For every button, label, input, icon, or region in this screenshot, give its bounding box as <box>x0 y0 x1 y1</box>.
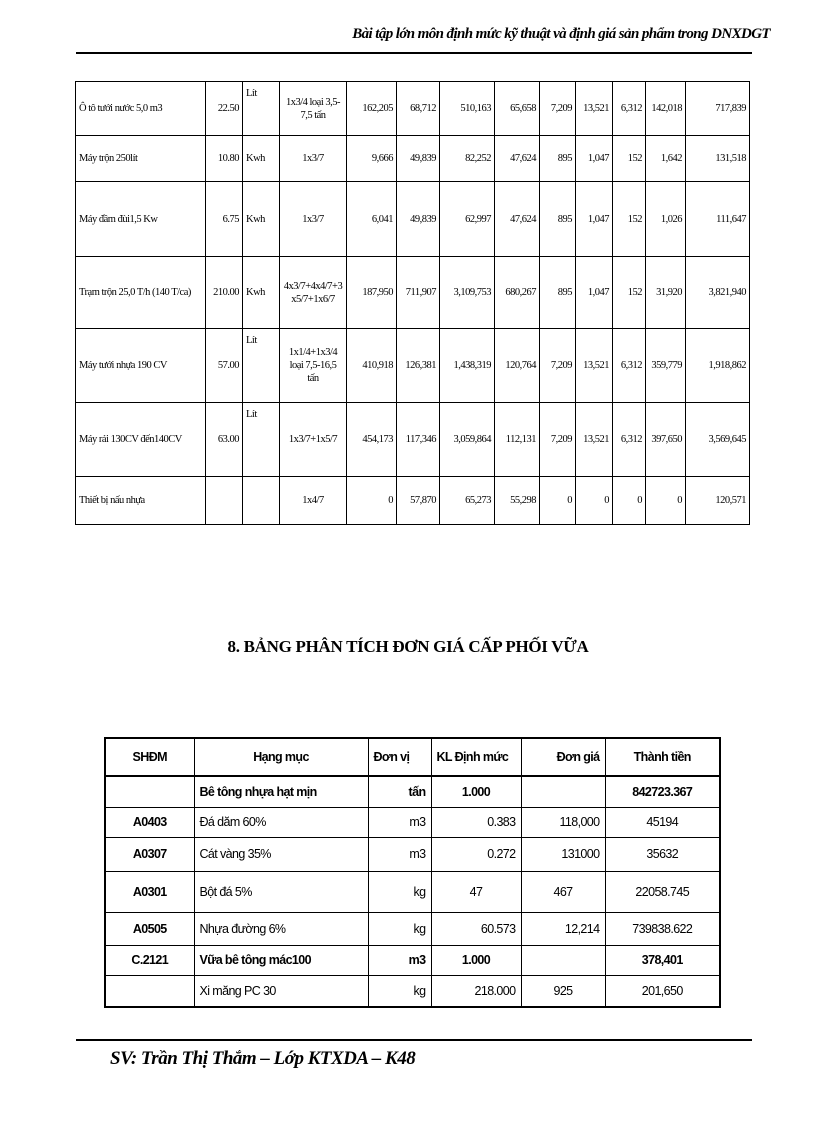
row-code: C.2121 <box>105 945 194 975</box>
machine-fuel-unit: Kwh <box>243 136 280 182</box>
machine-value: 57,870 <box>397 477 440 525</box>
row-code: A0307 <box>105 837 194 871</box>
row-price <box>521 776 605 807</box>
machine-value: 7,209 <box>540 329 576 403</box>
machine-fuel-unit <box>243 477 280 525</box>
table-row <box>105 975 720 1007</box>
row-code <box>105 975 194 1007</box>
machine-value: 6,312 <box>613 329 646 403</box>
machine-fuel-unit: Kwh <box>243 182 280 257</box>
row-price: 925 <box>521 975 605 1007</box>
machine-value: 6,041 <box>347 182 397 257</box>
machine-value: 152 <box>613 182 646 257</box>
machine-cost-table <box>75 81 750 525</box>
machine-value: 47,624 <box>495 182 540 257</box>
row-price <box>521 945 605 975</box>
table-row <box>76 477 750 525</box>
table-row <box>76 136 750 182</box>
machine-value: 13,521 <box>576 403 613 477</box>
row-unit: kg <box>368 975 431 1007</box>
machine-power: 22.50 <box>206 82 243 136</box>
row-unit: m3 <box>368 837 431 871</box>
row-price: 118,000 <box>521 807 605 837</box>
header-item: Hạng mục <box>194 738 368 776</box>
machine-value: 65,658 <box>495 82 540 136</box>
machine-fuel-unit: Lít <box>243 82 280 136</box>
machine-total: 3,569,645 <box>686 403 750 477</box>
table-row <box>105 912 720 945</box>
machine-value: 1,438,319 <box>440 329 495 403</box>
machine-total: 111,647 <box>686 182 750 257</box>
machine-value: 7,209 <box>540 82 576 136</box>
machine-value: 0 <box>613 477 646 525</box>
row-code <box>105 776 194 807</box>
machine-value: 410,918 <box>347 329 397 403</box>
machine-value: 397,650 <box>646 403 686 477</box>
table-row <box>76 403 750 477</box>
machine-value: 1,642 <box>646 136 686 182</box>
machine-value: 187,950 <box>347 257 397 329</box>
machine-value: 55,298 <box>495 477 540 525</box>
row-total: 378,401 <box>605 945 720 975</box>
machine-fuel-unit: Lít <box>243 329 280 403</box>
table-row <box>76 82 750 136</box>
row-item: Nhựa đường 6% <box>194 912 368 945</box>
machine-value: 49,839 <box>397 182 440 257</box>
table-row <box>105 807 720 837</box>
machine-value: 126,381 <box>397 329 440 403</box>
section-title: 8. BẢNG PHÂN TÍCH ĐƠN GIÁ CẤP PHỐI VỮA <box>227 637 589 656</box>
machine-value: 711,907 <box>397 257 440 329</box>
table-row <box>76 182 750 257</box>
machine-value: 680,267 <box>495 257 540 329</box>
machine-power: 6.75 <box>206 182 243 257</box>
table-row <box>105 945 720 975</box>
machine-value: 1,047 <box>576 182 613 257</box>
machine-crew: 4x3/7+4x4/7+3 x5/7+1x6/7 <box>280 257 347 329</box>
machine-name: Máy trộn 250lít <box>76 136 206 182</box>
header-code: SHĐM <box>105 738 194 776</box>
header-price: Đơn giá <box>521 738 605 776</box>
machine-value: 152 <box>613 136 646 182</box>
machine-value: 0 <box>347 477 397 525</box>
machine-value: 1,047 <box>576 136 613 182</box>
row-item: Vữa bê tông mác100 <box>194 945 368 975</box>
row-total: 201,650 <box>605 975 720 1007</box>
machine-value: 31,920 <box>646 257 686 329</box>
machine-name: Ô tô tưới nước 5,0 m3 <box>76 82 206 136</box>
machine-value: 6,312 <box>613 82 646 136</box>
row-unit: m3 <box>368 807 431 837</box>
mortar-price-table <box>104 737 721 1008</box>
row-total: 739838.622 <box>605 912 720 945</box>
machine-value: 82,252 <box>440 136 495 182</box>
row-price: 12,214 <box>521 912 605 945</box>
machine-value: 7,209 <box>540 403 576 477</box>
machine-crew: 1x1/4+1x3/4 loại 7,5-16,5 tấn <box>280 329 347 403</box>
machine-crew: 1x3/7 <box>280 182 347 257</box>
machine-value: 68,712 <box>397 82 440 136</box>
machine-total: 131,518 <box>686 136 750 182</box>
machine-value: 65,273 <box>440 477 495 525</box>
machine-crew: 1x4/7 <box>280 477 347 525</box>
header-total: Thành tiền <box>605 738 720 776</box>
machine-total: 120,571 <box>686 477 750 525</box>
machine-total: 3,821,940 <box>686 257 750 329</box>
machine-value: 0 <box>576 477 613 525</box>
machine-value: 49,839 <box>397 136 440 182</box>
machine-total: 1,918,862 <box>686 329 750 403</box>
row-qty: 60.573 <box>431 912 521 945</box>
row-item: Bột đá 5% <box>194 871 368 912</box>
row-code: A0301 <box>105 871 194 912</box>
machine-power: 63.00 <box>206 403 243 477</box>
table-header-row <box>105 738 720 776</box>
machine-value: 162,205 <box>347 82 397 136</box>
row-total: 842723.367 <box>605 776 720 807</box>
machine-name: Thiết bị nấu nhựa <box>76 477 206 525</box>
machine-value: 47,624 <box>495 136 540 182</box>
row-unit: kg <box>368 871 431 912</box>
row-total: 45194 <box>605 807 720 837</box>
footer-student-info: SV: Trần Thị Thắm – Lớp KTXDA – K48 <box>110 1048 416 1069</box>
machine-value: 1,047 <box>576 257 613 329</box>
row-qty: 0.383 <box>431 807 521 837</box>
page-header-title: Bài tập lớn môn định mức kỹ thuật và định giá sản phẩm trong DNXDGT <box>352 26 770 42</box>
machine-value: 510,163 <box>440 82 495 136</box>
row-item: Cát vàng 35% <box>194 837 368 871</box>
machine-value: 13,521 <box>576 82 613 136</box>
machine-value: 0 <box>540 477 576 525</box>
row-item: Bê tông nhựa hạt mịn <box>194 776 368 807</box>
table-row <box>76 257 750 329</box>
row-unit: kg <box>368 912 431 945</box>
row-price: 467 <box>521 871 605 912</box>
machine-value: 6,312 <box>613 403 646 477</box>
machine-value: 9,666 <box>347 136 397 182</box>
machine-value: 895 <box>540 182 576 257</box>
row-qty: 1.000 <box>431 776 521 807</box>
header-qty: KL Định mức <box>431 738 521 776</box>
machine-value: 142,018 <box>646 82 686 136</box>
machine-value: 112,131 <box>495 403 540 477</box>
machine-total: 717,839 <box>686 82 750 136</box>
machine-value: 359,779 <box>646 329 686 403</box>
table-row <box>105 837 720 871</box>
machine-value: 152 <box>613 257 646 329</box>
row-qty: 0.272 <box>431 837 521 871</box>
machine-fuel-unit: Kwh <box>243 257 280 329</box>
machine-crew: 1x3/4 loại 3,5-7,5 tấn <box>280 82 347 136</box>
table-row <box>105 776 720 807</box>
row-price: 131000 <box>521 837 605 871</box>
machine-value: 895 <box>540 257 576 329</box>
machine-power: 57.00 <box>206 329 243 403</box>
machine-fuel-unit: Lít <box>243 403 280 477</box>
row-qty: 1.000 <box>431 945 521 975</box>
machine-value: 0 <box>646 477 686 525</box>
row-code: A0403 <box>105 807 194 837</box>
machine-value: 3,109,753 <box>440 257 495 329</box>
machine-value: 454,173 <box>347 403 397 477</box>
footer-rule <box>76 1039 752 1041</box>
machine-power: 210.00 <box>206 257 243 329</box>
machine-value: 895 <box>540 136 576 182</box>
header-unit: Đơn vị <box>368 738 431 776</box>
table-row <box>105 871 720 912</box>
row-unit: tấn <box>368 776 431 807</box>
machine-value: 117,346 <box>397 403 440 477</box>
machine-crew: 1x3/7 <box>280 136 347 182</box>
machine-value: 120,764 <box>495 329 540 403</box>
machine-name: Máy đầm đùi1,5 Kw <box>76 182 206 257</box>
machine-name: Máy tưới nhựa 190 CV <box>76 329 206 403</box>
machine-value: 13,521 <box>576 329 613 403</box>
row-qty: 47 <box>431 871 521 912</box>
row-total: 22058.745 <box>605 871 720 912</box>
machine-value: 1,026 <box>646 182 686 257</box>
machine-power <box>206 477 243 525</box>
machine-name: Trạm trộn 25,0 T/h (140 T/ca) <box>76 257 206 329</box>
machine-power: 10.80 <box>206 136 243 182</box>
row-item: Đá dăm 60% <box>194 807 368 837</box>
header-rule <box>76 52 752 54</box>
row-unit: m3 <box>368 945 431 975</box>
row-code: A0505 <box>105 912 194 945</box>
row-total: 35632 <box>605 837 720 871</box>
table-row <box>76 329 750 403</box>
machine-value: 3,059,864 <box>440 403 495 477</box>
machine-value: 62,997 <box>440 182 495 257</box>
machine-name: Máy rải 130CV đến140CV <box>76 403 206 477</box>
row-qty: 218.000 <box>431 975 521 1007</box>
machine-crew: 1x3/7+1x5/7 <box>280 403 347 477</box>
row-item: Xi măng PC 30 <box>194 975 368 1007</box>
